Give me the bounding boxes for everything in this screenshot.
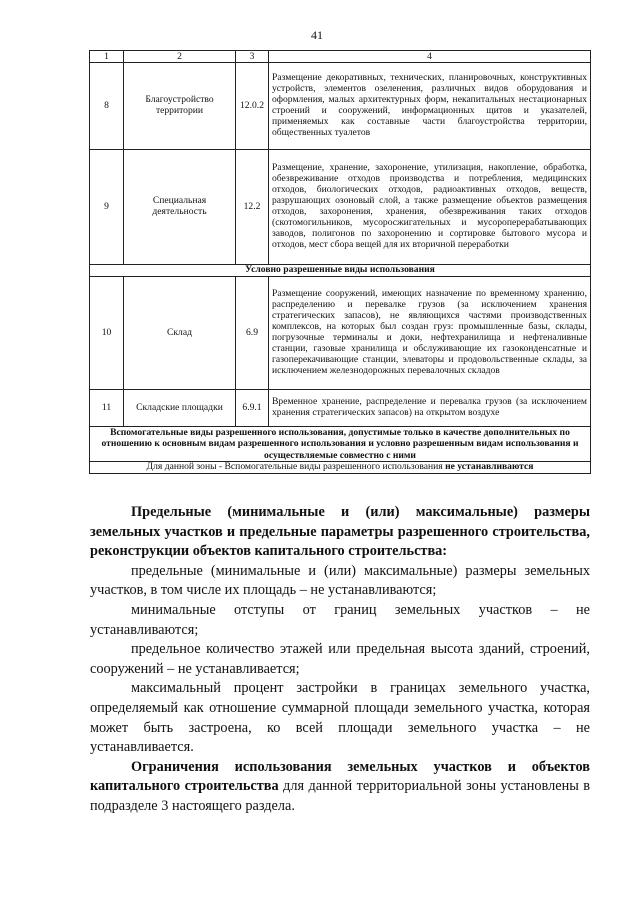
use-type-name: Склад [124,277,236,390]
use-type-name: Специальная деятельность [124,150,236,265]
body-text [90,503,590,817]
column-header: 2 [124,51,236,63]
use-type-code: 6.9.1 [236,390,269,427]
row-number: 8 [90,63,124,150]
use-type-code: 12.0.2 [236,63,269,150]
auxiliary-uses-note [90,462,591,474]
section-row [90,427,591,462]
use-type-description: Размещение декоративных, технических, планировочных, конструктивных устройств, элементов озеленения, различных видов оборудования и оформления, малых архитектурных форм, некапитальных нестационарных строений и сооружений, информационных щитов и указателей, применяемых как составные части благоустройства территории, общественных туалетов [269,63,591,150]
restrictions-rest: для данной территориальной зоны установлены в подразделе 3 настоящего раздела. [90,778,590,814]
table-row [90,63,591,150]
section-heading-conditional: Условно разрешенные виды использования [90,265,591,277]
use-type-description: Размещение сооружений, имеющих назначение по временному хранению, распределению и перевалке грузов (за исключением хранения стратегических запасов), не являющихся частями производственных комплексов, на которых был создан груз: промышленные базы, склады, погрузочные терминалы и доки, нефтехранилища и нефтеналивные станции, газовые хранилища и обслуживающие их газоконденсатные и газоперекачивающие станции, элеваторы и продовольственные склады, за исключением железнодорожных перевалочных складов [269,277,591,390]
row-number: 11 [90,390,124,427]
column-header: 3 [236,51,269,63]
section-row [90,265,591,277]
note-emphasis: не устанавливаются [445,461,534,473]
paragraph: максимальный процент застройки в границах земельного участка, определяемый как отношение суммарной площади земельного участка, которая может быть застроена, ко всей площади земельного участка – не устанавливается. [90,680,590,756]
table-row [90,277,591,390]
land-use-table [89,50,591,474]
note-row [90,462,591,474]
use-type-description: Временное хранение, распределение и перевалка грузов (за исключением хранения стратегических запасов) на открытом воздухе [269,390,591,427]
parameters-heading: Предельные (минимальные и (или) максимальные) размеры земельных участков и предельные параметры разрешенного строительства, реконструкции объектов капитального строительства: [90,504,590,560]
use-type-name: Складские площадки [124,390,236,427]
paragraph: предельные (минимальные и (или) максимальные) размеры земельных участков, в том числе их площадь – не устанавливаются; [90,562,590,599]
restrictions-paragraph [90,758,590,817]
paragraph: минимальные отступы от границ земельных участков – не устанавливаются; [90,601,590,638]
table-row [90,150,591,265]
use-type-code: 12.2 [236,150,269,265]
column-header: 4 [269,51,591,63]
column-header: 1 [90,51,124,63]
note-text: Для данной зоны - Вспомогательные виды разрешенного использования [146,461,446,473]
auxiliary-uses-heading: Вспомогательные виды разрешенного использования, допустимые только в качестве дополнительных по отношению к основным видам разрешенного использования и условно разрешенным видам использования и осуществляемые совместно с ними [90,427,591,462]
use-type-name: Благоустройство территории [124,63,236,150]
paragraph: предельное количество этажей или предельная высота зданий, строений, сооружений – не устанавливается; [90,641,590,677]
use-type-code: 6.9 [236,277,269,390]
restrictions-bold-lead: Ограничения использования земельных участков и объектов капитального строительства [90,758,590,795]
table-row [90,390,591,427]
page-number: 41 [311,28,323,42]
use-type-description: Размещение, хранение, захоронение, утилизация, накопление, обработка, обезвреживание отходов производства и потребления, медицинских отходов, биологических отходов, радиоактивных отходов, веществ, разрушающих озоновый слой, а также размещение объектов размещения отходов, захоронения, хранения, обезвреживания таких отходов (скотомогильников, мусоросжигательных и мусороперерабатывающих заводов, полигонов по захоронению и сортировке бытового мусора и отходов, мест сбора вещей для их вторичной переработки [269,150,591,265]
table-header-row [90,51,591,63]
row-number: 9 [90,150,124,265]
row-number: 10 [90,277,124,390]
